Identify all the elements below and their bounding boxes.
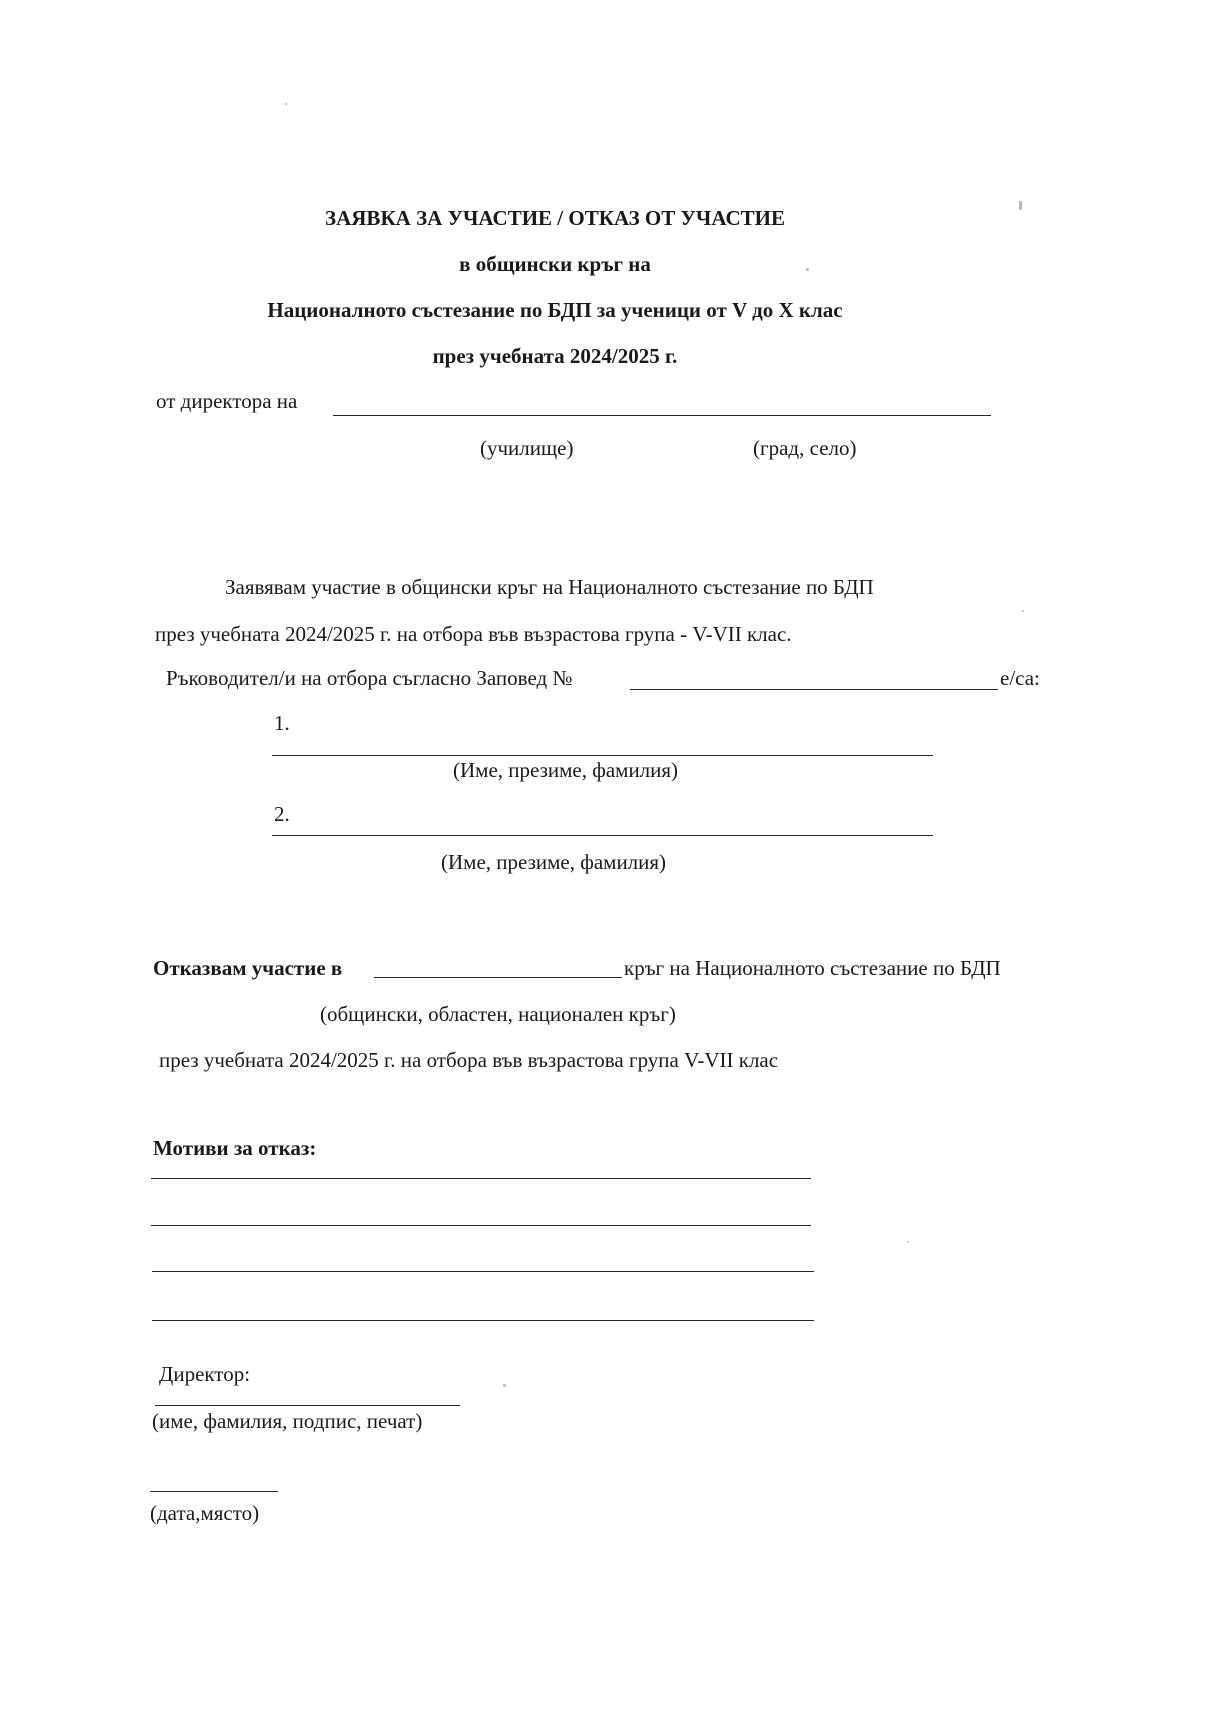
date-place-field[interactable] bbox=[150, 1491, 278, 1492]
order-number-field[interactable] bbox=[630, 689, 998, 690]
participation-statement-cont: през учебната 2024/2025 г. на отбора във възрастова група - V-VII клас. bbox=[155, 622, 792, 646]
city-hint: (град, село) bbox=[753, 436, 857, 460]
motives-line-2[interactable] bbox=[151, 1225, 811, 1226]
refusal-round-field[interactable] bbox=[374, 977, 622, 978]
refusal-round-hint: (общински, областен, национален кръг) bbox=[320, 1002, 676, 1026]
motives-line-4[interactable] bbox=[152, 1320, 814, 1321]
motives-line-1[interactable] bbox=[151, 1178, 811, 1179]
scan-speck bbox=[1022, 610, 1024, 612]
school-city-field[interactable] bbox=[333, 415, 991, 416]
scan-speck bbox=[806, 268, 809, 271]
leader-2-hint: (Име, презиме, фамилия) bbox=[441, 850, 667, 874]
leaders-order-label: Ръководител/и на отбора съгласно Заповед № bbox=[166, 666, 573, 690]
director-signature-hint: (име, фамилия, подпис, печат) bbox=[152, 1409, 423, 1433]
motives-label: Мотиви за отказ: bbox=[153, 1136, 317, 1160]
leader-1-hint: (Име, презиме, фамилия) bbox=[453, 758, 679, 782]
from-director-label: от директора на bbox=[156, 389, 298, 413]
scan-speck bbox=[1019, 201, 1022, 210]
participation-statement: Заявявам участие в общински кръг на Националното състезание по БДП bbox=[225, 575, 874, 599]
leader-1-number: 1. bbox=[274, 711, 290, 735]
refusal-statement-cont: през учебната 2024/2025 г. на отбора във възрастова група V-VII клас bbox=[159, 1048, 779, 1072]
leader-2-name-field[interactable] bbox=[272, 835, 933, 836]
refusal-statement: кръг на Националното състезание по БДП bbox=[624, 956, 1001, 980]
form-title: ЗАЯВКА ЗА УЧАСТИЕ / ОТКАЗ ОТ УЧАСТИЕ bbox=[325, 206, 785, 230]
refusal-label: Отказвам участие в bbox=[153, 956, 343, 980]
form-subtitle: в общински кръг на bbox=[459, 252, 651, 276]
date-place-hint: (дата,място) bbox=[150, 1501, 260, 1525]
director-label: Директор: bbox=[159, 1362, 251, 1386]
leaders-order-suffix: е/са: bbox=[1000, 666, 1040, 690]
school-hint: (училище) bbox=[480, 436, 574, 460]
school-year: през учебната 2024/2025 г. bbox=[432, 344, 678, 368]
scan-speck bbox=[907, 1241, 909, 1243]
leader-2-number: 2. bbox=[274, 802, 290, 826]
scan-speck bbox=[285, 103, 287, 105]
leader-1-name-field[interactable] bbox=[272, 755, 933, 756]
motives-line-3[interactable] bbox=[152, 1271, 814, 1272]
competition-name: Националното състезание по БДП за ученици от V до X клас bbox=[267, 298, 843, 322]
scan-speck bbox=[503, 1384, 506, 1387]
director-signature-field[interactable] bbox=[155, 1405, 460, 1406]
